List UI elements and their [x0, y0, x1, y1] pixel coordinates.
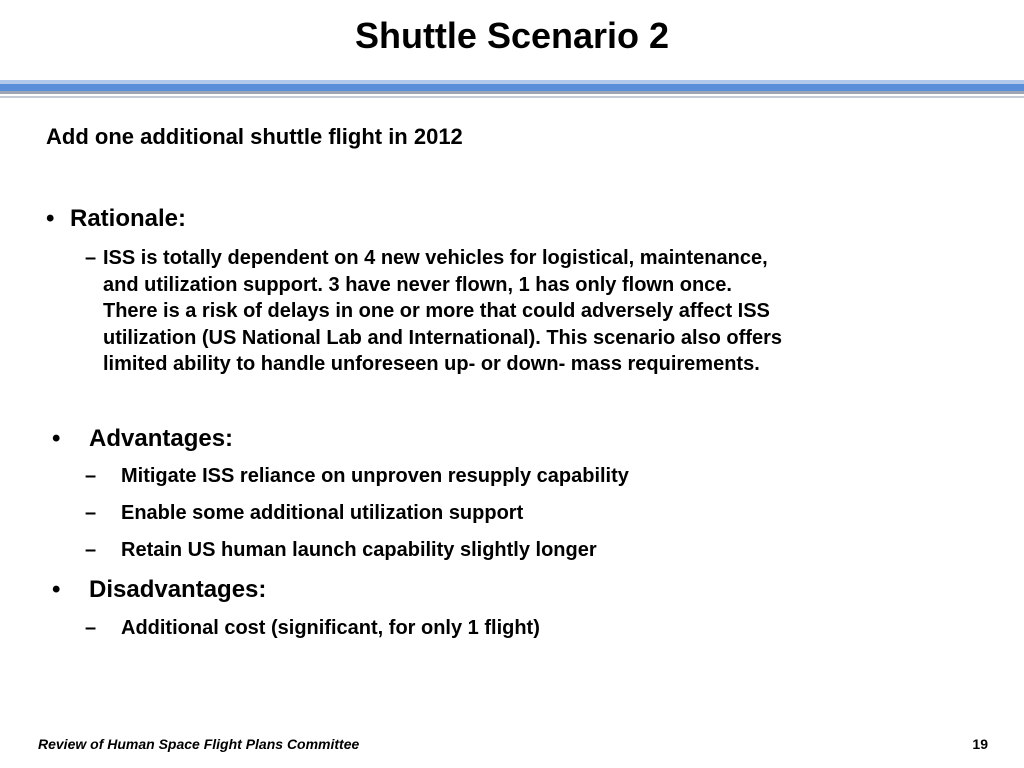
footer-committee-name: Review of Human Space Flight Plans Committee: [38, 736, 360, 752]
advantage-item-text: Enable some additional utilization support: [121, 502, 524, 524]
bullet-rationale-label: Rationale:: [70, 205, 187, 232]
advantage-item-text: Retain US human launch capability slightly longer: [121, 539, 597, 561]
dash-mark: –: [85, 465, 97, 487]
advantage-item-text: Mitigate ISS reliance on unproven resupply capability: [121, 465, 629, 487]
rationale-line: and utilization support. 3 have never flown, 1 has only flown once.: [103, 273, 732, 296]
dash-mark: –: [85, 247, 97, 269]
bullet-mark: •: [52, 425, 61, 452]
rationale-paragraph: [85, 245, 1003, 378]
page-number: 19: [972, 736, 988, 752]
divider-band-gray: [0, 91, 1024, 94]
bullet-advantages-label: Advantages:: [89, 425, 234, 452]
rationale-line: There is a risk of delays in one or more that could adversely affect ISS: [103, 300, 770, 322]
dash-mark: –: [85, 502, 97, 524]
disadvantage-item-text: Additional cost (significant, for only 1 flight): [121, 617, 540, 639]
divider-band-blue: [0, 84, 1024, 91]
slide-title: Shuttle Scenario 2: [354, 15, 670, 56]
divider-band-thin: [0, 96, 1024, 98]
bullet-mark: •: [52, 576, 61, 603]
rationale-line: limited ability to handle unforeseen up- or down- mass requirements.: [103, 353, 760, 375]
dash-mark: –: [85, 539, 97, 561]
rationale-line: ISS is totally dependent on 4 new vehicles for logistical, maintenance,: [103, 247, 768, 269]
slide-subtitle: Add one additional shuttle flight in 2012: [46, 124, 463, 149]
rationale-line: utilization (US National Lab and International). This scenario also offers: [103, 326, 782, 349]
dash-mark: –: [85, 617, 97, 639]
bullet-mark: •: [46, 205, 55, 232]
bullet-disadvantages-label: Disadvantages:: [89, 576, 267, 603]
